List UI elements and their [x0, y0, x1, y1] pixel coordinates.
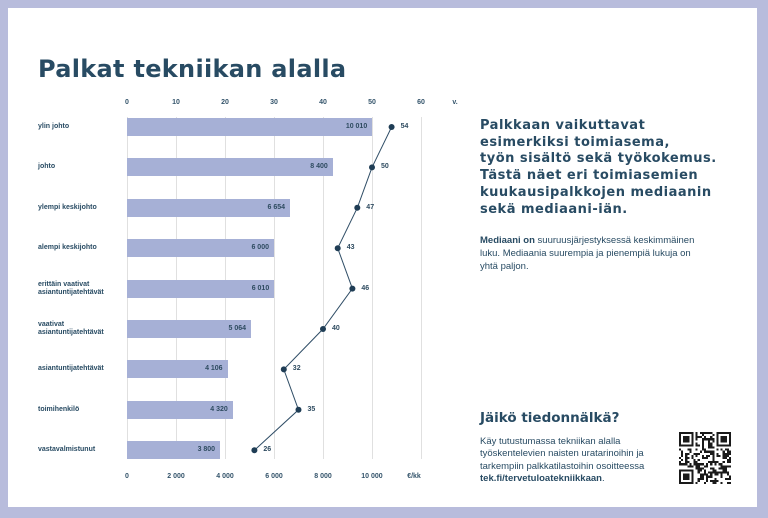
cta-line: Käy tutustumassa tekniikan alalla [480, 435, 621, 447]
category-label-line: asiantuntijatehtävät [38, 288, 104, 296]
top-axis-tick: 50 [368, 99, 376, 106]
category-label-line: johto [38, 163, 56, 171]
category-label-line: vastavalmistunut [38, 446, 96, 454]
top-axis-tick: 60 [417, 99, 425, 106]
salary-value-label: 8 400 [310, 163, 328, 171]
salary-value-label: 4 106 [205, 365, 223, 373]
age-value-label: 47 [366, 203, 375, 211]
median-note-line [480, 234, 694, 247]
gridline [421, 117, 422, 459]
bottom-axis-tick: 2 000 [167, 473, 185, 480]
category-label [38, 163, 55, 171]
cta-link-line [480, 473, 644, 486]
salary-value-label: 6 654 [267, 203, 286, 211]
salary-bar [127, 199, 290, 217]
median-note-line: luku. Mediaania suurempia ja pienempiä lukuja on [480, 248, 691, 259]
category-label [38, 365, 104, 373]
top-axis-unit: v. [452, 99, 458, 106]
bottom-axis-tick: 4 000 [216, 473, 234, 480]
top-axis-tick: 20 [221, 99, 229, 106]
cta-heading: Jäikö tiedonnälkä? [480, 410, 620, 426]
info-heading-line: Palkkaan vaikuttavat [480, 118, 646, 133]
gridline [372, 117, 373, 459]
category-label-line: ylempi keskijohto [38, 203, 97, 211]
top-axis-tick: 10 [172, 99, 180, 106]
age-value-label: 32 [292, 365, 301, 373]
salary-value-label: 5 064 [228, 325, 247, 332]
category-label-line: alempi keskijohto [38, 244, 97, 252]
salary-value-label: 6 000 [251, 244, 269, 252]
qr-code-icon [679, 432, 731, 484]
salary-bar [127, 158, 333, 176]
cta-link-suffix: . [601, 473, 605, 484]
age-value-label: 43 [346, 244, 355, 252]
bottom-axis-tick: 0 [125, 473, 129, 480]
median-note-term: Mediaani on [480, 235, 535, 246]
age-value-label: 46 [361, 284, 370, 292]
cta-link[interactable]: tek.fi/tervetuloatekniikkaan [480, 473, 602, 484]
info-heading-line: Tästä näet eri toimiasemien [480, 168, 699, 184]
category-label-line: asiantuntijatehtävät [38, 329, 104, 336]
salary-value-label: 3 800 [197, 446, 216, 454]
age-value-label: 54 [400, 123, 409, 130]
bottom-axis-tick: 8 000 [314, 473, 332, 480]
cta-body [480, 436, 644, 486]
category-label [38, 281, 104, 297]
salary-value-label: 6 010 [251, 284, 270, 292]
category-label [38, 406, 79, 414]
top-axis-tick: 30 [270, 99, 278, 106]
category-label-line: asiantuntijatehtävät [38, 365, 104, 373]
category-label [38, 321, 104, 337]
category-label [38, 446, 95, 454]
top-axis-tick: 0 [125, 99, 129, 106]
age-value-label: 40 [332, 325, 340, 332]
info-heading [480, 118, 717, 218]
salary-value-label: 10 010 [345, 123, 368, 130]
category-label-line: toimihenkilö [38, 405, 80, 413]
age-value-label: 35 [307, 405, 316, 413]
age-value-label: 50 [381, 163, 389, 171]
median-note-line: yhtä paljon. [480, 261, 529, 272]
category-label [38, 123, 69, 131]
bottom-axis-unit: €/kk [407, 473, 421, 480]
category-label [38, 204, 97, 212]
top-axis-tick: 40 [319, 99, 327, 106]
category-label-line: erittäin vaativat [38, 280, 90, 288]
cta-line: tarkempiin palkkatilastoihin osoitteessa [480, 460, 645, 472]
salary-bar [127, 118, 372, 136]
category-label-line: vaativat [38, 321, 65, 328]
page-title: Palkat tekniikan alalla [38, 55, 347, 83]
age-value-label: 26 [263, 446, 272, 454]
bottom-axis-tick: 6 000 [265, 473, 283, 480]
info-heading-line: kuukausipalkkojen mediaanin [480, 184, 712, 200]
median-note-text: suuruusjärjestyksessä keskimmäinen [534, 235, 695, 246]
category-label [38, 244, 97, 252]
info-heading-line: sekä mediaani-iän. [480, 201, 628, 217]
median-note [480, 234, 694, 273]
salary-value-label: 4 320 [210, 405, 228, 413]
info-heading-line: esimerkiksi toimiasema, [480, 134, 670, 150]
category-label-line: ylin johto [38, 123, 70, 130]
bottom-axis-tick: 10 000 [361, 473, 383, 480]
info-heading-line: työn sisältö sekä työkokemus. [480, 151, 717, 167]
cta-line: työskentelevien naisten uratarinoihin ja [480, 448, 644, 459]
